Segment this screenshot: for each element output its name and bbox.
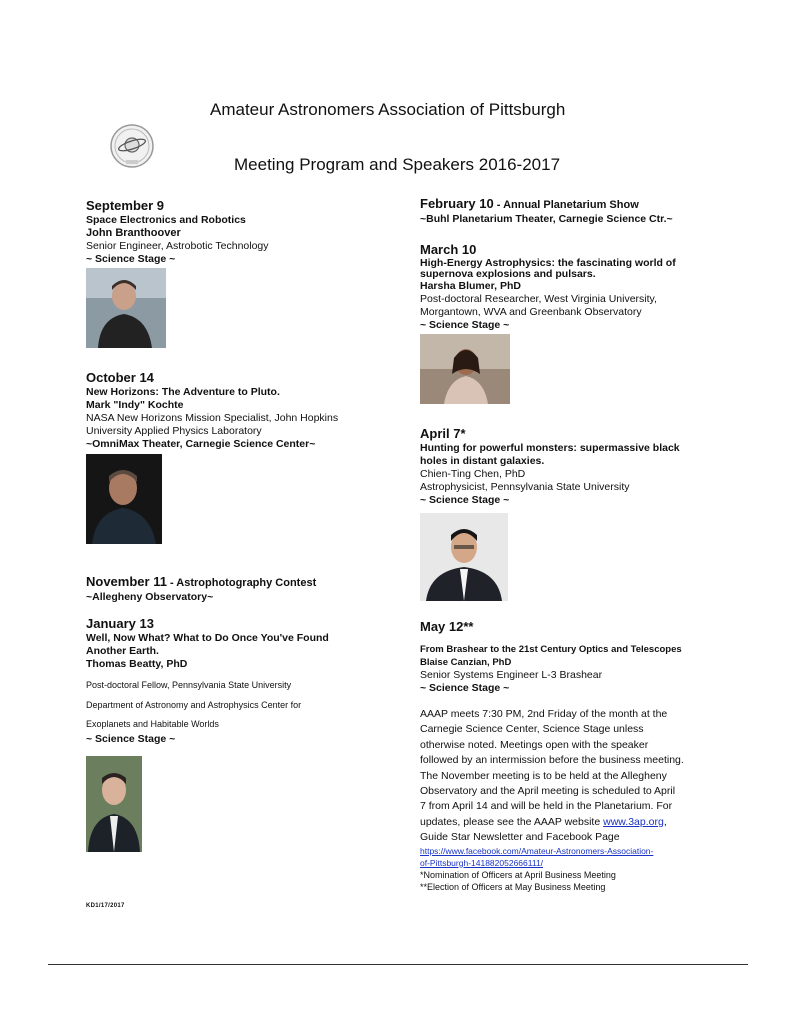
november-venue: ~Allegheny Observatory~ xyxy=(86,591,214,603)
october-speaker: Mark "Indy" Kochte xyxy=(86,399,184,411)
notes-line: The November meeting is to be held at the Allegheny xyxy=(420,769,667,782)
saturn-seal-icon xyxy=(108,122,156,172)
april-role: Astrophysicist, Pennsylvania State University xyxy=(420,481,630,493)
left-column xyxy=(86,198,386,856)
october-title: New Horizons: The Adventure to Pluto. xyxy=(86,386,280,398)
september-role: Senior Engineer, Astrobotic Technology xyxy=(86,240,269,252)
speaker-photo-chen xyxy=(420,513,720,605)
september-title: Space Electronics and Robotics xyxy=(86,214,246,226)
november-event: - Astrophotography Contest xyxy=(166,577,317,589)
aaap-website-link[interactable]: www.3ap.org xyxy=(603,815,664,828)
may-speaker: Blaise Canzian, PhD xyxy=(420,657,512,668)
january-speaker: Thomas Beatty, PhD xyxy=(86,658,188,670)
bottom-rule xyxy=(48,964,748,965)
program-title: Meeting Program and Speakers 2016-2017 xyxy=(234,155,561,174)
february-event: - Annual Planetarium Show xyxy=(493,199,639,211)
september-date: September 9 xyxy=(86,198,165,213)
notes-line: otherwise noted. Meetings open with the speaker xyxy=(420,738,649,751)
notes-line: followed by an intermission before the business meeting. xyxy=(420,754,684,767)
march-role-line1: Post-doctoral Researcher, West Virginia University, xyxy=(420,293,657,305)
notes-line: Observatory and the April meeting is scheduled to April xyxy=(420,785,676,798)
january-role-line2: Department of Astronomy and Astrophysics Center for xyxy=(86,700,302,710)
march-title-line1: High-Energy Astrophysics: the fascinating world of xyxy=(420,257,676,269)
april-speaker: Chien-Ting Chen, PhD xyxy=(420,468,526,480)
october-role-line2: University Applied Physics Laboratory xyxy=(86,425,262,437)
speaker-photo-branthoover xyxy=(86,268,386,352)
speaker-photo-kochte xyxy=(86,454,386,548)
october-venue: ~OmniMax Theater, Carnegie Science Center~ xyxy=(86,438,316,450)
january-role-line1: Post-doctoral Fellow, Pennsylvania State University xyxy=(86,680,292,690)
march-date: March 10 xyxy=(420,242,477,257)
speaker-photo-beatty xyxy=(86,756,386,856)
september-venue: ~ Science Stage ~ xyxy=(86,253,176,265)
may-venue: ~ Science Stage ~ xyxy=(420,682,510,694)
march-venue: ~ Science Stage ~ xyxy=(420,319,510,331)
notes-line: Guide Star Newsletter and Facebook Page xyxy=(420,831,620,844)
nomination-note: *Nomination of Officers at April Business Meeting xyxy=(420,869,616,880)
march-title-line2: supernova explosions and pulsars. xyxy=(420,268,596,280)
may-date: May 12** xyxy=(420,619,474,634)
april-title-line2: holes in distant galaxies. xyxy=(420,455,545,467)
october-role-line1: NASA New Horizons Mission Specialist, John Hopkins xyxy=(86,412,339,424)
january-role-line3: Exoplanets and Habitable Worlds xyxy=(86,719,219,729)
november-date: November 11 xyxy=(86,574,167,589)
footer-code: KD1/17/2017 xyxy=(86,903,125,909)
january-venue: ~ Science Stage ~ xyxy=(86,733,176,745)
notes-website-prefix: updates, please see the AAAP website xyxy=(420,815,604,828)
right-column xyxy=(420,196,720,893)
org-title: Amateur Astronomers Association of Pittsburgh xyxy=(210,100,566,119)
meeting-notes xyxy=(420,707,720,846)
january-title-line2: Another Earth. xyxy=(86,645,159,657)
april-venue: ~ Science Stage ~ xyxy=(420,494,510,506)
february-line xyxy=(420,196,720,213)
september-speaker: John Branthoover xyxy=(86,227,181,239)
facebook-link-line2[interactable]: of-Pittsburgh-141882052666111/ xyxy=(420,857,544,868)
may-title: From Brashear to the 21st Century Optics and Telescopes xyxy=(420,644,682,655)
march-role-line2: Morgantown, WVA and Greenbank Observatory xyxy=(420,306,642,318)
notes-website-line xyxy=(420,815,720,830)
november-line xyxy=(86,574,386,591)
january-title-line1: Well, Now What? What to Do Once You've Found xyxy=(86,632,329,644)
notes-comma: , xyxy=(663,815,667,828)
february-date: February 10 xyxy=(420,196,494,211)
notes-line: Carnegie Science Center, Science Stage unless xyxy=(420,723,644,736)
february-venue: ~Buhl Planetarium Theater, Carnegie Science Ctr.~ xyxy=(420,213,673,225)
notes-line: 7 from April 14 and will be held in the Planetarium. For xyxy=(420,800,673,813)
may-role: Senior Systems Engineer L-3 Brashear xyxy=(420,669,603,681)
facebook-link-line1[interactable]: https://www.facebook.com/Amateur-Astronomers-Association- xyxy=(420,845,654,856)
january-date: January 13 xyxy=(86,616,154,631)
april-title-line1: Hunting for powerful monsters: supermassive black xyxy=(420,442,680,454)
april-date: April 7* xyxy=(420,426,466,441)
october-date: October 14 xyxy=(86,370,154,385)
speaker-photo-blumer xyxy=(420,334,720,408)
notes-line: AAAP meets 7:30 PM, 2nd Friday of the month at the xyxy=(420,708,668,720)
election-note: **Election of Officers at May Business Meeting xyxy=(420,881,606,892)
march-speaker: Harsha Blumer, PhD xyxy=(420,280,521,292)
